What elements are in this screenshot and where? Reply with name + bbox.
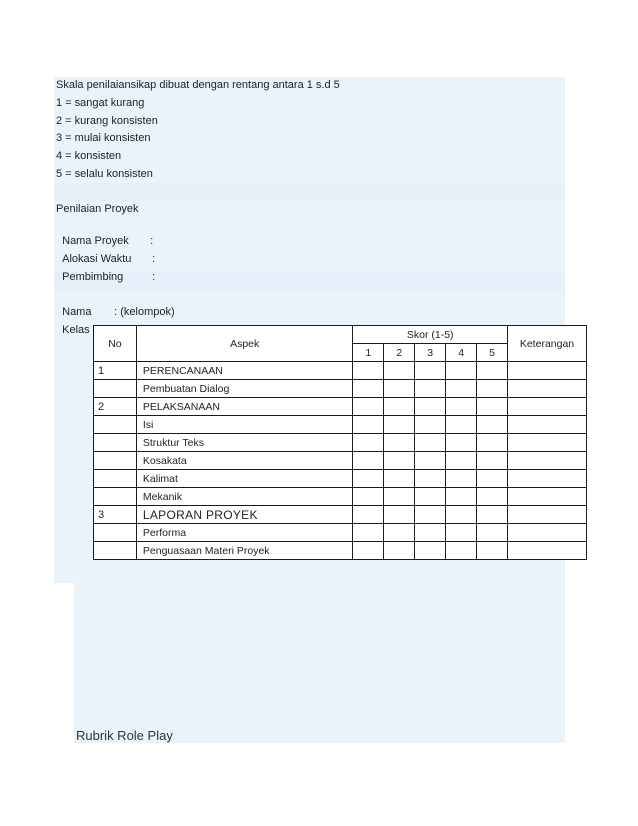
table-row: [94, 362, 587, 380]
row-number: [94, 434, 137, 452]
keterangan-cell[interactable]: [507, 542, 586, 560]
scale-description: Skala penilaiansikap dibuat dengan rentang antara 1 s.d 5: [56, 79, 340, 91]
keterangan-cell[interactable]: [507, 362, 586, 380]
header-skor: Skor (1-5): [353, 326, 508, 344]
keterangan-cell[interactable]: [507, 524, 586, 542]
score-cell[interactable]: [415, 380, 446, 398]
score-header: 1: [353, 344, 384, 362]
score-header: 5: [477, 344, 508, 362]
table-row: [94, 506, 587, 524]
score-cell[interactable]: [415, 470, 446, 488]
score-cell[interactable]: [477, 416, 508, 434]
score-cell[interactable]: [446, 542, 477, 560]
score-cell[interactable]: [353, 416, 384, 434]
keterangan-cell[interactable]: [507, 380, 586, 398]
score-cell[interactable]: [477, 488, 508, 506]
score-cell[interactable]: [477, 524, 508, 542]
header-keterangan: Keterangan: [507, 326, 586, 362]
score-cell[interactable]: [446, 398, 477, 416]
score-header: 3: [415, 344, 446, 362]
keterangan-cell[interactable]: [507, 434, 586, 452]
score-cell[interactable]: [384, 434, 415, 452]
table-row: [94, 488, 587, 506]
table-row: [94, 380, 587, 398]
score-cell[interactable]: [353, 488, 384, 506]
score-cell[interactable]: [415, 452, 446, 470]
row-aspek: Mekanik: [136, 488, 353, 506]
scale-item: 1 = sangat kurang: [56, 97, 145, 109]
keterangan-cell[interactable]: [507, 506, 586, 524]
score-cell[interactable]: [353, 542, 384, 560]
field-label: Kelas: [62, 324, 90, 336]
table-row: [94, 470, 587, 488]
score-header: 4: [446, 344, 477, 362]
score-cell[interactable]: [415, 506, 446, 524]
score-cell[interactable]: [415, 416, 446, 434]
score-cell[interactable]: [384, 362, 415, 380]
row-aspek: Isi: [136, 416, 353, 434]
score-cell[interactable]: [477, 434, 508, 452]
score-cell[interactable]: [415, 398, 446, 416]
score-cell[interactable]: [446, 362, 477, 380]
keterangan-cell[interactable]: [507, 452, 586, 470]
scale-item: 3 = mulai konsisten: [56, 132, 151, 144]
row-number: 2: [94, 398, 137, 416]
score-cell[interactable]: [384, 524, 415, 542]
rubric-table: [93, 325, 587, 560]
score-cell[interactable]: [446, 434, 477, 452]
row-number: [94, 488, 137, 506]
row-number: [94, 416, 137, 434]
score-cell[interactable]: [384, 452, 415, 470]
score-cell[interactable]: [477, 398, 508, 416]
score-cell[interactable]: [477, 380, 508, 398]
keterangan-cell[interactable]: [507, 488, 586, 506]
rubric-body: [94, 362, 587, 560]
row-number: [94, 380, 137, 398]
score-cell[interactable]: [353, 434, 384, 452]
row-aspek: Performa: [136, 524, 353, 542]
row-aspek: Penguasaan Materi Proyek: [136, 542, 353, 560]
field-value: : (kelompok): [114, 306, 175, 318]
field-separator: :: [150, 235, 154, 247]
score-cell[interactable]: [353, 380, 384, 398]
row-aspek: PERENCANAAN: [136, 362, 353, 380]
keterangan-cell[interactable]: [507, 398, 586, 416]
keterangan-cell[interactable]: [507, 470, 586, 488]
document-background-lower: [74, 567, 565, 743]
row-aspek: LAPORAN PROYEK: [136, 506, 353, 524]
scale-item: 4 = konsisten: [56, 150, 122, 162]
score-cell[interactable]: [353, 362, 384, 380]
score-cell[interactable]: [415, 488, 446, 506]
score-cell[interactable]: [384, 380, 415, 398]
keterangan-cell[interactable]: [507, 416, 586, 434]
row-number: [94, 470, 137, 488]
row-aspek: Kosakata: [136, 452, 353, 470]
row-number: 1: [94, 362, 137, 380]
row-aspek: Kalimat: [136, 470, 353, 488]
row-number: 3: [94, 506, 137, 524]
score-cell[interactable]: [415, 434, 446, 452]
caption: Rubrik Role Play: [76, 728, 173, 743]
score-cell[interactable]: [446, 506, 477, 524]
header-aspek: Aspek: [136, 326, 353, 362]
field-pembimbing: [56, 256, 155, 284]
row-number: [94, 542, 137, 560]
table-header-row: [94, 326, 587, 344]
scale-item: 5 = selalu konsisten: [56, 168, 153, 180]
row-aspek: Struktur Teks: [136, 434, 353, 452]
score-cell[interactable]: [477, 506, 508, 524]
score-header: 2: [384, 344, 415, 362]
score-cell[interactable]: [477, 470, 508, 488]
score-cell[interactable]: [446, 488, 477, 506]
score-cell[interactable]: [353, 470, 384, 488]
score-cell[interactable]: [415, 524, 446, 542]
background-notch: [54, 567, 74, 583]
score-cell[interactable]: [477, 362, 508, 380]
score-cell[interactable]: [446, 416, 477, 434]
field-label: Pembimbing: [62, 271, 124, 283]
field-separator: :: [152, 271, 156, 283]
score-cell[interactable]: [384, 542, 415, 560]
score-cell[interactable]: [353, 524, 384, 542]
score-cell[interactable]: [446, 524, 477, 542]
row-aspek: Pembuatan Dialog: [136, 380, 353, 398]
field-label: Nama Proyek: [62, 235, 129, 247]
score-cell[interactable]: [384, 470, 415, 488]
score-cell[interactable]: [353, 398, 384, 416]
table-row: [94, 416, 587, 434]
score-cell[interactable]: [384, 416, 415, 434]
score-cell[interactable]: [353, 452, 384, 470]
scale-item: 2 = kurang konsisten: [56, 115, 158, 127]
row-number: [94, 524, 137, 542]
score-cell[interactable]: [477, 452, 508, 470]
score-cell[interactable]: [446, 470, 477, 488]
field-label: Nama: [62, 306, 92, 318]
table-row: [94, 524, 587, 542]
field-separator: :: [152, 253, 156, 265]
table-row: [94, 398, 587, 416]
table-row: [94, 452, 587, 470]
row-number: [94, 452, 137, 470]
score-cell[interactable]: [446, 380, 477, 398]
score-cell[interactable]: [415, 362, 446, 380]
score-cell[interactable]: [353, 506, 384, 524]
score-cell[interactable]: [415, 542, 446, 560]
score-cell[interactable]: [477, 542, 508, 560]
score-cell[interactable]: [446, 452, 477, 470]
score-cell[interactable]: [384, 488, 415, 506]
header-no: No: [94, 326, 137, 362]
background-stripe: [54, 183, 565, 201]
score-cell[interactable]: [384, 398, 415, 416]
table-row: [94, 542, 587, 560]
row-aspek: PELAKSANAAN: [136, 398, 353, 416]
field-label: Alokasi Waktu: [62, 253, 132, 265]
table-row: [94, 434, 587, 452]
score-cell[interactable]: [384, 506, 415, 524]
project-title: Penilaian Proyek: [56, 203, 139, 215]
